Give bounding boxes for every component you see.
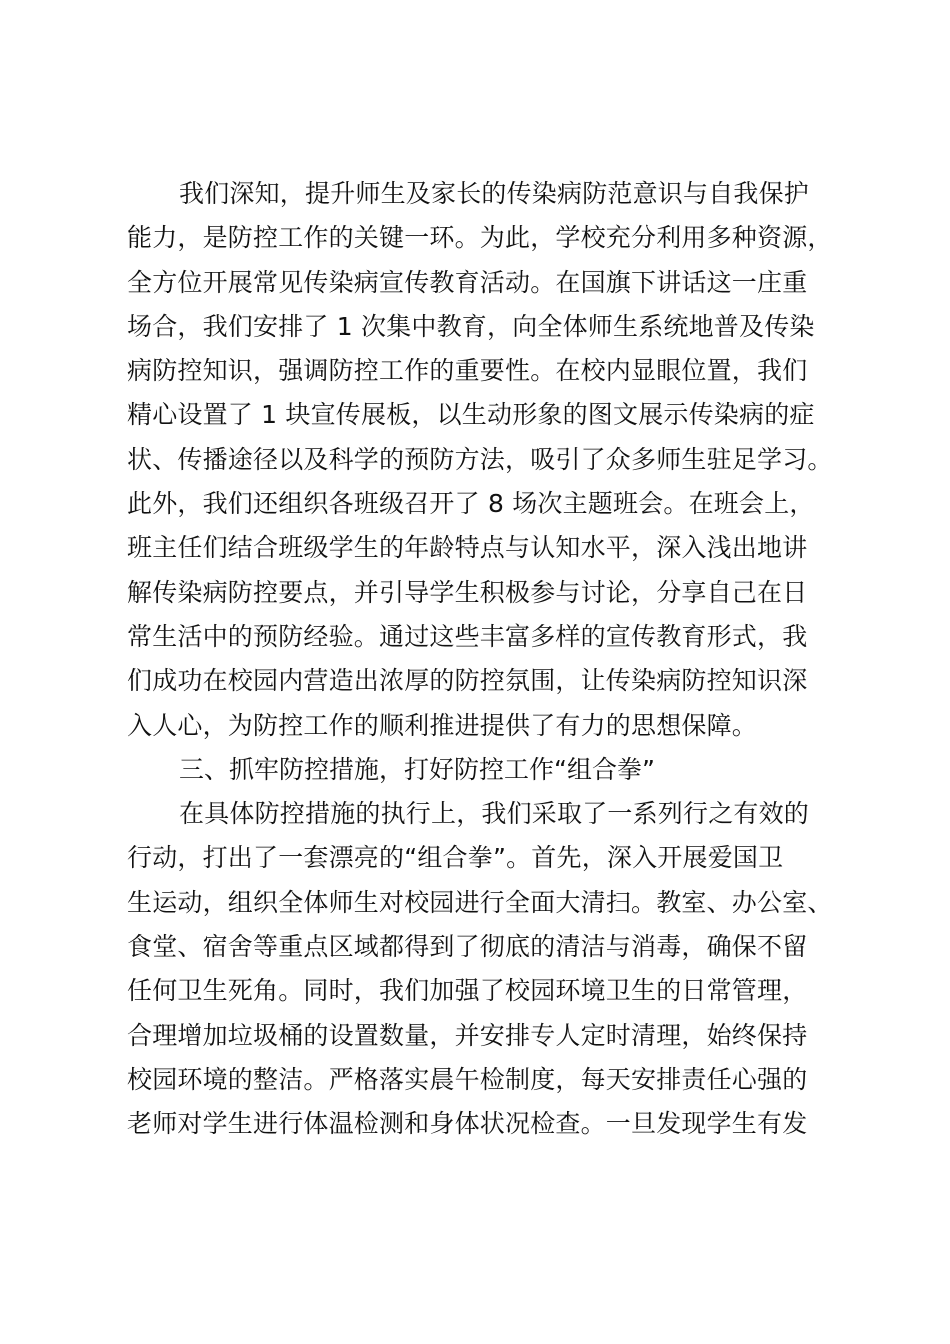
paragraph-line: 场合，我们安排了 1 次集中教育，向全体师生系统地普及传染 bbox=[127, 311, 815, 341]
paragraph-line: 合理增加垃圾桶的设置数量，并安排专人定时清理，始终保持 bbox=[127, 1020, 808, 1050]
paragraph-line: 此外，我们还组织各班级召开了 8 场次主题班会。在班会上， bbox=[127, 489, 815, 519]
paragraph-line: 入人心，为防控工作的顺利推进提供了有力的思想保障。 bbox=[127, 710, 758, 740]
document-body bbox=[127, 172, 837, 1147]
paragraph-line: 病防控知识，强调防控工作的重要性。在校内显眼位置，我们 bbox=[127, 356, 808, 386]
paragraph-line: 全方位开展常见传染病宣传教育活动。在国旗下讲话这一庄重 bbox=[127, 267, 808, 297]
paragraph-line: 食堂、宿舍等重点区域都得到了彻底的清洁与消毒，确保不留 bbox=[127, 932, 808, 962]
paragraph-line: 在具体防控措施的执行上，我们采取了一系列行之有效的 bbox=[179, 799, 810, 829]
paragraph-line: 解传染病防控要点，并引导学生积极参与讨论，分享自己在日 bbox=[127, 577, 808, 607]
paragraph-line: 常生活中的预防经验。通过这些丰富多样的宣传教育形式，我 bbox=[127, 621, 808, 651]
paragraph-line: 状、传播途径以及科学的预防方法，吸引了众多师生驻足学习。 bbox=[127, 444, 833, 474]
paragraph-line: 校园环境的整洁。严格落实晨午检制度，每天安排责任心强的 bbox=[127, 1064, 808, 1094]
paragraph-line: 老师对学生进行体温检测和身体状况检查。一旦发现学生有发 bbox=[127, 1109, 808, 1139]
paragraph-line: 们成功在校园内营造出浓厚的防控氛围，让传染病防控知识深 bbox=[127, 666, 808, 696]
paragraph-line: 班主任们结合班级学生的年龄特点与认知水平，深入浅出地讲 bbox=[127, 533, 808, 563]
paragraph-line: 精心设置了 1 块宣传展板，以生动形象的图文展示传染病的症 bbox=[127, 400, 815, 430]
section-heading: 三、抓牢防控措施，打好防控工作“组合拳” bbox=[179, 754, 655, 784]
paragraph-line: 能力，是防控工作的关键一环。为此，学校充分利用多种资源， bbox=[127, 223, 833, 253]
paragraph-line: 行动，打出了一套漂亮的“组合拳”。首先，深入开展爱国卫 bbox=[127, 843, 784, 873]
paragraph-line: 生运动，组织全体师生对校园进行全面大清扫。教室、办公室、 bbox=[127, 887, 833, 917]
paragraph-line: 任何卫生死角。同时，我们加强了校园环境卫生的日常管理， bbox=[127, 976, 808, 1006]
paragraph-line: 我们深知，提升师生及家长的传染病防范意识与自我保护 bbox=[179, 179, 810, 208]
